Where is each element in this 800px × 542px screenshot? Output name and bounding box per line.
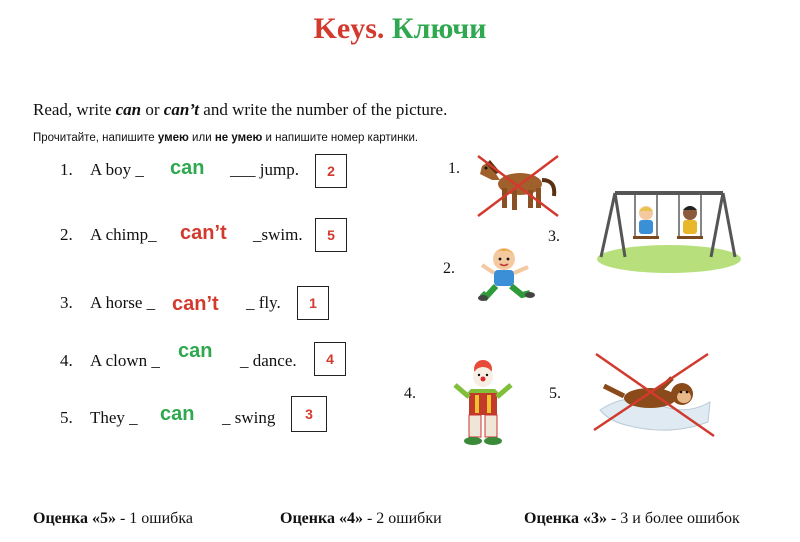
instr-text: and write the number of the picture. [199,100,448,119]
title-keys: Keys. [313,12,385,45]
grade-text: - 1 ошибка [115,510,193,527]
answer-word: can’t [172,293,219,315]
grade-text: - 3 и более ошибок [606,510,740,527]
crossed-monkey-icon [590,350,720,440]
sentence-post: _ fly. [246,293,281,312]
picture-label-5: 5. [549,385,561,402]
sentence-post: _swim. [253,225,303,244]
picture-label-4: 4. [404,385,416,402]
instr-ru-text: и напишите номер картинки. [262,132,419,144]
picture-number-box: 3 [291,396,327,432]
page-title [0,12,800,46]
kids-on-swing-icon [595,185,743,275]
answer-word: can’t [180,222,227,244]
sentence-number: 4. [60,351,73,370]
instr-can: can [115,100,142,119]
sentence-pre: A boy _ [90,160,144,179]
sentence-post: _ swing [222,408,276,427]
answer-word: can [178,340,213,362]
sentence-pre: A clown _ [90,351,160,370]
sentence-pre: A chimp_ [90,225,157,244]
answer-word: can [160,403,195,425]
grade-4 [280,510,442,528]
instr-ru-bold: умею [157,132,189,144]
sentence-number: 1. [60,160,73,179]
grade-text: - 2 ошибки [362,510,442,527]
instr-ru-text: Прочитайте, напишите [33,132,158,144]
instr-text: or [141,100,164,119]
instr-text: Read, write [33,100,116,119]
picture-label-3: 3. [548,228,560,245]
instruction-english [33,100,447,120]
title-keys-ru: Ключи [391,12,487,45]
picture-number-box: 5 [315,218,347,252]
picture-number-box: 1 [297,286,329,320]
sentence-pre: They _ [90,408,138,427]
sentence-number: 5. [60,408,73,427]
instr-cant: can’t [163,100,200,119]
jumping-boy-icon [478,243,536,308]
picture-number-box: 4 [314,342,346,376]
answer-word: can [170,157,205,179]
sentence-number: 3. [60,293,73,312]
grade-label: Оценка «4» [280,510,363,527]
sentence-number: 2. [60,225,73,244]
picture-number-box: 2 [315,154,347,188]
crossed-horse-icon [470,150,565,220]
sentence-pre: A horse _ [90,293,156,312]
clown-icon [445,355,530,447]
instr-ru-bold: не умею [214,132,263,144]
sentence-post: ___ jump. [230,160,299,179]
grade-5 [33,510,193,528]
grade-label: Оценка «5» [33,510,116,527]
grade-3 [524,510,740,528]
sentence-post: _ dance. [240,351,297,370]
instr-ru-text: или [188,132,215,144]
instruction-russian [33,132,418,144]
picture-label-2: 2. [443,260,455,277]
grade-label: Оценка «3» [524,510,607,527]
picture-label-1: 1. [448,160,460,177]
